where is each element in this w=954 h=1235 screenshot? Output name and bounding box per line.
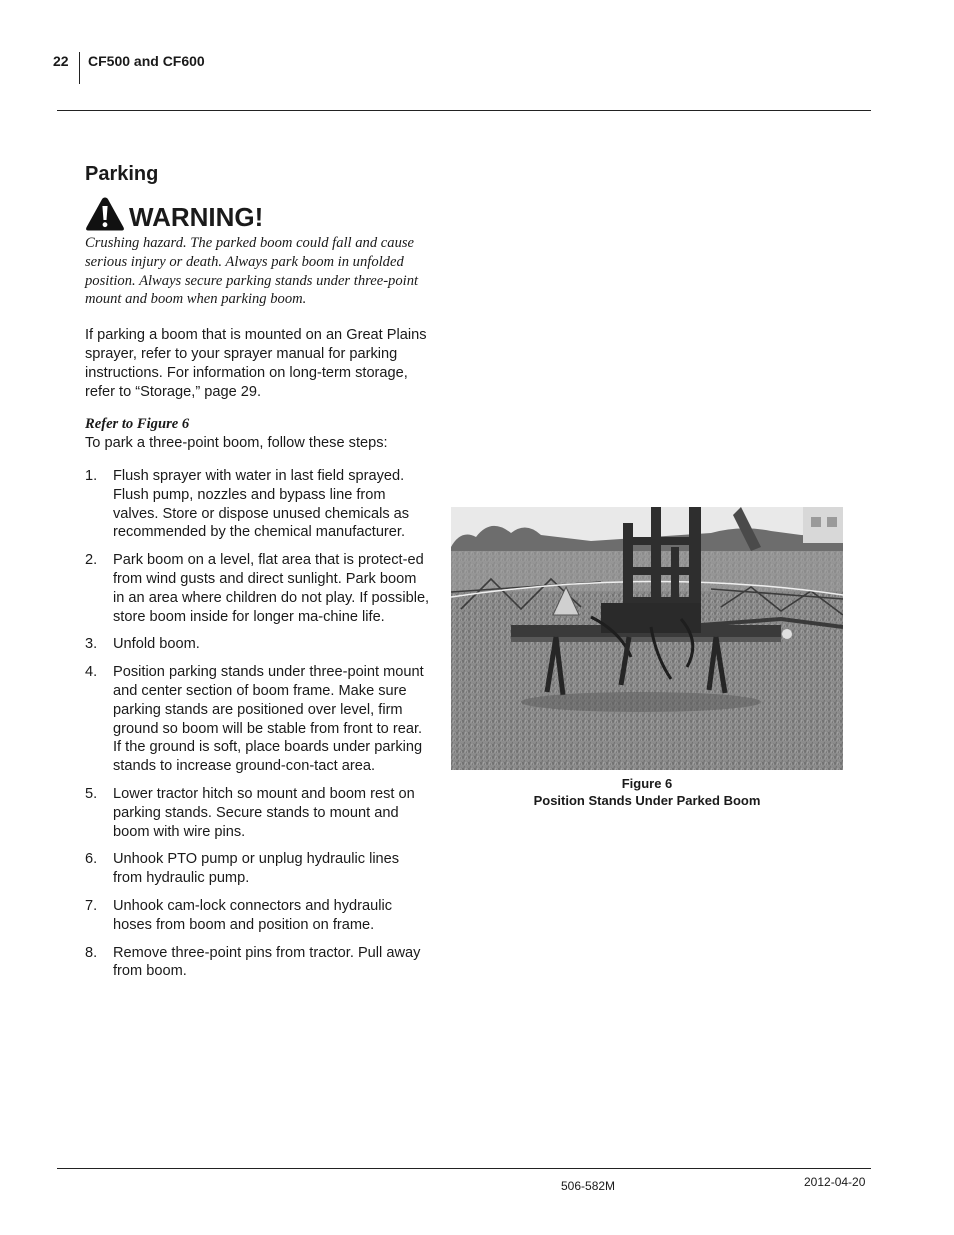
step-number: 1.	[85, 467, 98, 484]
list-item	[85, 551, 430, 626]
list-item	[85, 944, 430, 982]
list-item	[85, 897, 430, 935]
figure-reference: Refer to Figure 6	[85, 416, 190, 433]
step-text: Position parking stands under three-point mount and center section of boom frame. Make sure parking stands are positioned over level, firm ground so boom will be stable from front to rear. If the ground is soft, place boards under parking stands to increase ground-con-tact area.	[113, 664, 424, 775]
main-column	[85, 160, 430, 990]
warning-title: WARNING!	[129, 202, 264, 232]
list-item	[85, 850, 430, 888]
warning-text: Crushing hazard. The parked boom could fall and cause serious injury or death. Always park boom in unfolded position. Always secure parking stands under three-point mount and boom when parking boom.	[85, 235, 419, 308]
intro-paragraph: If parking a boom that is mounted on an Great Plains sprayer, refer to your sprayer manual for parking instructions. For information on long-term storage, refer to “Storage,” page 29.	[85, 327, 427, 400]
step-text: Flush sprayer with water in last field sprayed. Flush pump, nozzles and bypass line from valves. Store or dispose unused chemicals as recommended by the chemical manufacturer.	[113, 467, 410, 541]
section-title: Parking	[85, 163, 159, 185]
figure-photo	[451, 507, 843, 770]
step-number: 5.	[85, 785, 98, 802]
figure-label: Figure 6	[621, 776, 673, 791]
list-item	[85, 785, 430, 841]
header-divider	[79, 52, 80, 84]
step-number: 6.	[85, 851, 98, 868]
step-text: Unhook cam-lock connectors and hydraulic hoses from boom and position on frame.	[113, 897, 393, 933]
step-text: Lower tractor hitch so mount and boom rest on parking stands. Secure stands to mount and boom with wire pins.	[113, 785, 415, 840]
document-title: CF500 and CF600	[88, 53, 205, 69]
list-item	[85, 635, 430, 654]
step-text: Park boom on a level, flat area that is protect-ed from wind gusts and direct sunlight. Park boom in an area where children do not play. If possible, store boom inside for longer ma-chine life.	[113, 552, 430, 625]
step-number: 4.	[85, 664, 98, 681]
step-number: 2.	[85, 552, 98, 569]
list-item	[85, 467, 430, 542]
figure-caption-text: Position Stands Under Parked Boom	[533, 793, 761, 808]
header-rule	[57, 110, 871, 111]
step-text: Unhook PTO pump or unplug hydraulic lines from hydraulic pump.	[113, 851, 400, 887]
step-number: 7.	[85, 897, 98, 914]
steps-list	[85, 467, 430, 981]
document-code: 506-582M	[561, 1179, 616, 1193]
step-text: Remove three-point pins from tractor. Pull away from boom.	[113, 944, 421, 980]
figure-caption	[451, 775, 843, 809]
warning-header	[85, 194, 430, 232]
document-date: 2012-04-20	[804, 1175, 866, 1189]
footer-rule	[57, 1168, 871, 1169]
parked-boom-photo	[451, 507, 843, 770]
page-number: 22	[53, 53, 69, 69]
step-number: 3.	[85, 636, 98, 653]
step-number: 8.	[85, 944, 98, 961]
steps-intro: To park a three-point boom, follow these steps:	[85, 435, 388, 452]
warning-triangle-icon	[85, 196, 125, 232]
list-item	[85, 663, 430, 776]
step-text: Unfold boom.	[113, 636, 200, 653]
